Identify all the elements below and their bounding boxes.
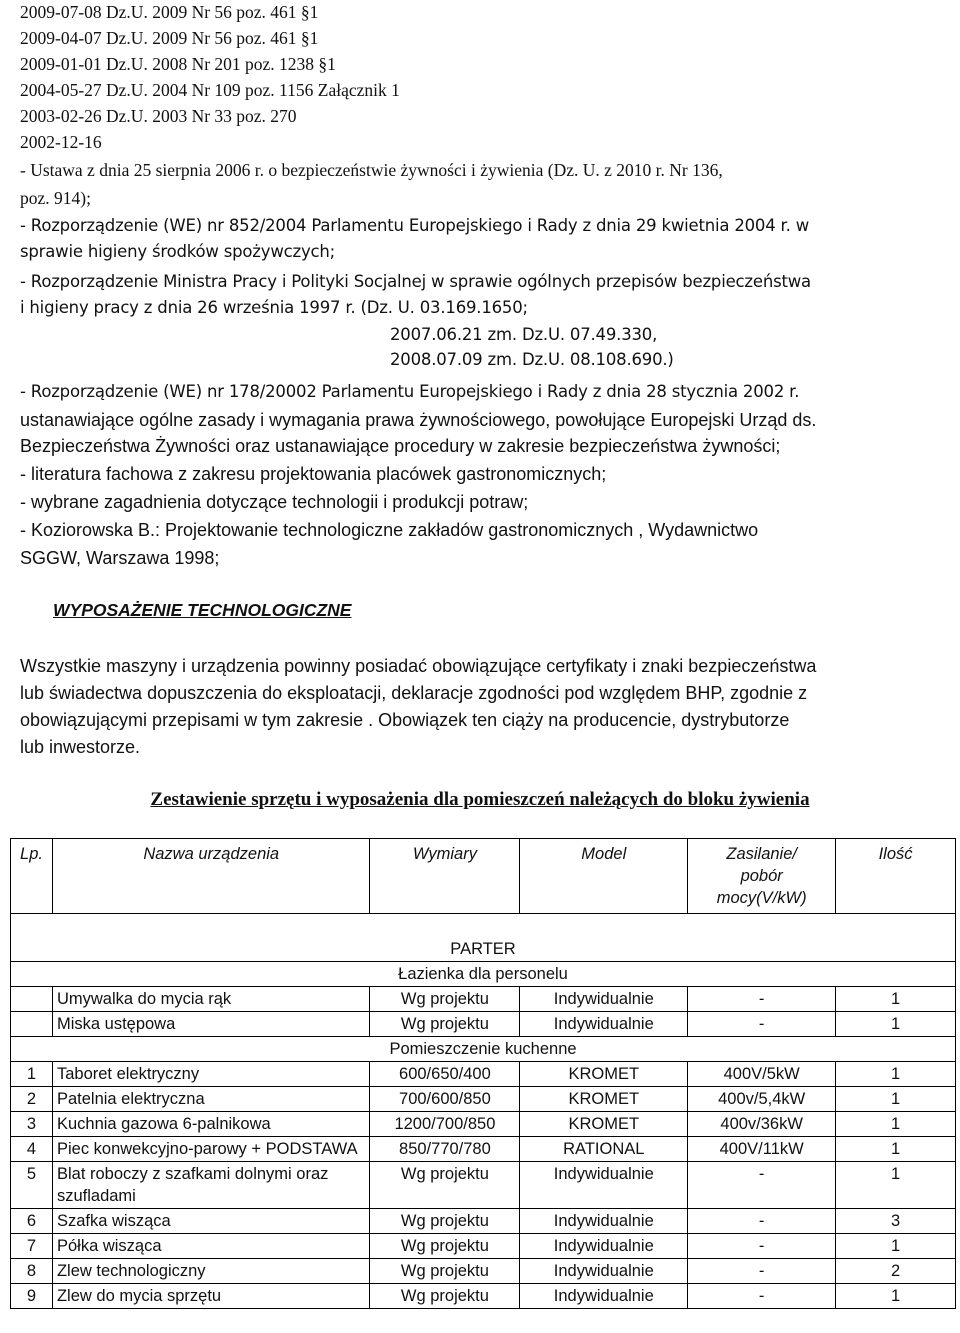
reference-line: 2002-12-16 <box>20 132 102 152</box>
cell-name: Miska ustępowa <box>52 1012 370 1037</box>
floor-row <box>11 914 956 962</box>
cell-power: - <box>688 1162 836 1209</box>
cell-power: - <box>688 1209 836 1234</box>
cell-name: Kuchnia gazowa 6-palnikowa <box>52 1112 370 1137</box>
cell-quantity: 1 <box>836 1012 956 1037</box>
cell-lp: 6 <box>11 1209 53 1234</box>
reference-line: - Rozporządzenie Ministra Pracy i Polityki Socjalnej w sprawie ogólnych przepisów bezpieczeństwa <box>20 272 811 291</box>
table-row <box>11 1284 956 1309</box>
reference-line: 2008.07.09 zm. Dz.U. 08.108.690.) <box>390 350 674 369</box>
cell-quantity: 1 <box>836 987 956 1012</box>
table-row <box>11 1137 956 1162</box>
cell-lp: 7 <box>11 1234 53 1259</box>
cell-name: Zlew do mycia sprzętu <box>52 1284 370 1309</box>
reference-line: 2003-02-26 Dz.U. 2003 Nr 33 poz. 270 <box>20 106 297 126</box>
header-power: Zasilanie/ pobór mocy(V/kW) <box>688 839 836 914</box>
cell-dimensions: Wg projektu <box>370 1012 520 1037</box>
cell-model: KROMET <box>520 1087 688 1112</box>
reference-line: - Rozporządzenie (WE) nr 178/20002 Parlamentu Europejskiego i Rady z dnia 28 stycznia 2002 r. <box>20 382 800 401</box>
cell-power: - <box>688 1234 836 1259</box>
cell-quantity: 1 <box>836 1087 956 1112</box>
cell-model: Indywidualnie <box>520 1259 688 1284</box>
cell-name: Blat roboczy z szafkami dolnymi oraz szufladami <box>52 1162 370 1209</box>
reference-line: i higieny pracy z dnia 26 września 1997 r. (Dz. U. 03.169.1650; <box>20 298 528 317</box>
table-row <box>11 1012 956 1037</box>
reference-line: - Ustawa z dnia 25 sierpnia 2006 r. o bezpieczeństwie żywności i żywienia (Dz. U. z 2010 r. Nr 136, <box>20 160 723 180</box>
cell-model: Indywidualnie <box>520 1234 688 1259</box>
cell-model: KROMET <box>520 1062 688 1087</box>
cell-model: Indywidualnie <box>520 1284 688 1309</box>
cell-quantity: 1 <box>836 1284 956 1309</box>
table-row <box>11 987 956 1012</box>
header-name: Nazwa urządzenia <box>52 839 370 914</box>
cell-power: - <box>688 1012 836 1037</box>
cell-model: Indywidualnie <box>520 1012 688 1037</box>
cell-power: 400v/5,4kW <box>688 1087 836 1112</box>
reference-line: Bezpieczeństwa Żywności oraz ustanawiające procedury w zakresie bezpieczeństwa żywności; <box>20 436 781 456</box>
cell-model: Indywidualnie <box>520 987 688 1012</box>
reference-line: SGGW, Warszawa 1998; <box>20 548 220 568</box>
cell-lp <box>11 1012 53 1037</box>
table-row <box>11 1234 956 1259</box>
cell-dimensions: Wg projektu <box>370 1284 520 1309</box>
cell-power: 400V/11kW <box>688 1137 836 1162</box>
table-header-row <box>11 839 956 914</box>
reference-line: - Rozporządzenie (WE) nr 852/2004 Parlamentu Europejskiego i Rady z dnia 29 kwietnia 2004 r. w <box>20 216 810 235</box>
cell-name: Taboret elektryczny <box>52 1062 370 1087</box>
floor-label: PARTER <box>11 914 956 962</box>
reference-line: ustanawiające ogólne zasady i wymagania prawa żywnościowego, powołujące Europejski Urząd ds. <box>20 410 817 430</box>
table-row <box>11 1209 956 1234</box>
cell-power: 400v/36kW <box>688 1112 836 1137</box>
cell-name: Umywalka do mycia rąk <box>52 987 370 1012</box>
cell-dimensions: Wg projektu <box>370 1259 520 1284</box>
reference-line: - Koziorowska B.: Projektowanie technologiczne zakładów gastronomicznych , Wydawnictwo <box>20 520 759 540</box>
cell-dimensions: 850/770/780 <box>370 1137 520 1162</box>
cell-dimensions: 700/600/850 <box>370 1087 520 1112</box>
cell-name: Półka wisząca <box>52 1234 370 1259</box>
paragraph-line: lub inwestorze. <box>20 737 141 757</box>
cell-quantity: 1 <box>836 1137 956 1162</box>
cell-quantity: 1 <box>836 1062 956 1087</box>
room-row <box>11 962 956 987</box>
section-heading: WYPOSAŻENIE TECHNOLOGICZNE <box>53 600 352 620</box>
cell-lp <box>11 987 53 1012</box>
header-lp: Lp. <box>11 839 53 914</box>
cell-power: - <box>688 1259 836 1284</box>
cell-name: Patelnia elektryczna <box>52 1087 370 1112</box>
reference-line: - literatura fachowa z zakresu projektowania placówek gastronomicznych; <box>20 464 607 484</box>
reference-line: - wybrane zagadnienia dotyczące technologii i produkcji potraw; <box>20 492 529 512</box>
table-row <box>11 1087 956 1112</box>
table-row <box>11 1259 956 1284</box>
cell-model: Indywidualnie <box>520 1162 688 1209</box>
cell-model: Indywidualnie <box>520 1209 688 1234</box>
cell-model: KROMET <box>520 1112 688 1137</box>
cell-dimensions: Wg projektu <box>370 987 520 1012</box>
reference-line: sprawie higieny środków spożywczych; <box>20 242 336 261</box>
cell-lp: 3 <box>11 1112 53 1137</box>
cell-power: 400V/5kW <box>688 1062 836 1087</box>
reference-line: 2004-05-27 Dz.U. 2004 Nr 109 poz. 1156 Załącznik 1 <box>20 80 400 100</box>
paragraph-line: obowiązującymi przepisami w tym zakresie . Obowiązek ten ciąży na producencie, dystrybutorze <box>20 710 790 730</box>
cell-dimensions: Wg projektu <box>370 1234 520 1259</box>
cell-quantity: 2 <box>836 1259 956 1284</box>
cell-quantity: 3 <box>836 1209 956 1234</box>
equipment-table <box>10 838 956 1309</box>
cell-name: Szafka wisząca <box>52 1209 370 1234</box>
cell-lp: 4 <box>11 1137 53 1162</box>
reference-line: 2009-01-01 Dz.U. 2008 Nr 201 poz. 1238 §1 <box>20 54 336 74</box>
cell-lp: 1 <box>11 1062 53 1087</box>
cell-quantity: 1 <box>836 1112 956 1137</box>
cell-name: Piec konwekcyjno-parowy + PODSTAWA <box>52 1137 370 1162</box>
paragraph-line: Wszystkie maszyny i urządzenia powinny posiadać obowiązujące certyfikaty i znaki bezpieczeństwa <box>20 656 817 676</box>
table-row <box>11 1162 956 1209</box>
cell-name: Zlew technologiczny <box>52 1259 370 1284</box>
paragraph-line: lub świadectwa dopuszczenia do eksploatacji, deklaracje zgodności pod względem BHP, zgodnie z <box>20 683 808 703</box>
reference-line: poz. 914); <box>20 188 91 208</box>
cell-lp: 8 <box>11 1259 53 1284</box>
cell-lp: 2 <box>11 1087 53 1112</box>
cell-lp: 5 <box>11 1162 53 1209</box>
cell-power: - <box>688 987 836 1012</box>
cell-dimensions: Wg projektu <box>370 1162 520 1209</box>
table-caption: Zestawienie sprzętu i wyposażenia dla pomieszczeń należących do bloku żywienia <box>150 789 810 810</box>
cell-quantity: 1 <box>836 1234 956 1259</box>
cell-dimensions: 600/650/400 <box>370 1062 520 1087</box>
table-row <box>11 1112 956 1137</box>
reference-line: 2009-07-08 Dz.U. 2009 Nr 56 poz. 461 §1 <box>20 2 319 22</box>
cell-quantity: 1 <box>836 1162 956 1209</box>
cell-lp: 9 <box>11 1284 53 1309</box>
room-label: Łazienka dla personelu <box>11 962 956 987</box>
cell-power: - <box>688 1284 836 1309</box>
header-model: Model <box>520 839 688 914</box>
cell-dimensions: 1200/700/850 <box>370 1112 520 1137</box>
room-row <box>11 1037 956 1062</box>
table-row <box>11 1062 956 1087</box>
table-body <box>11 914 956 1309</box>
reference-line: 2007.06.21 zm. Dz.U. 07.49.330, <box>390 325 658 344</box>
cell-dimensions: Wg projektu <box>370 1209 520 1234</box>
header-quantity: Ilość <box>836 839 956 914</box>
reference-line: 2009-04-07 Dz.U. 2009 Nr 56 poz. 461 §1 <box>20 28 319 48</box>
cell-model: RATIONAL <box>520 1137 688 1162</box>
room-label: Pomieszczenie kuchenne <box>11 1037 956 1062</box>
header-dimensions: Wymiary <box>370 839 520 914</box>
